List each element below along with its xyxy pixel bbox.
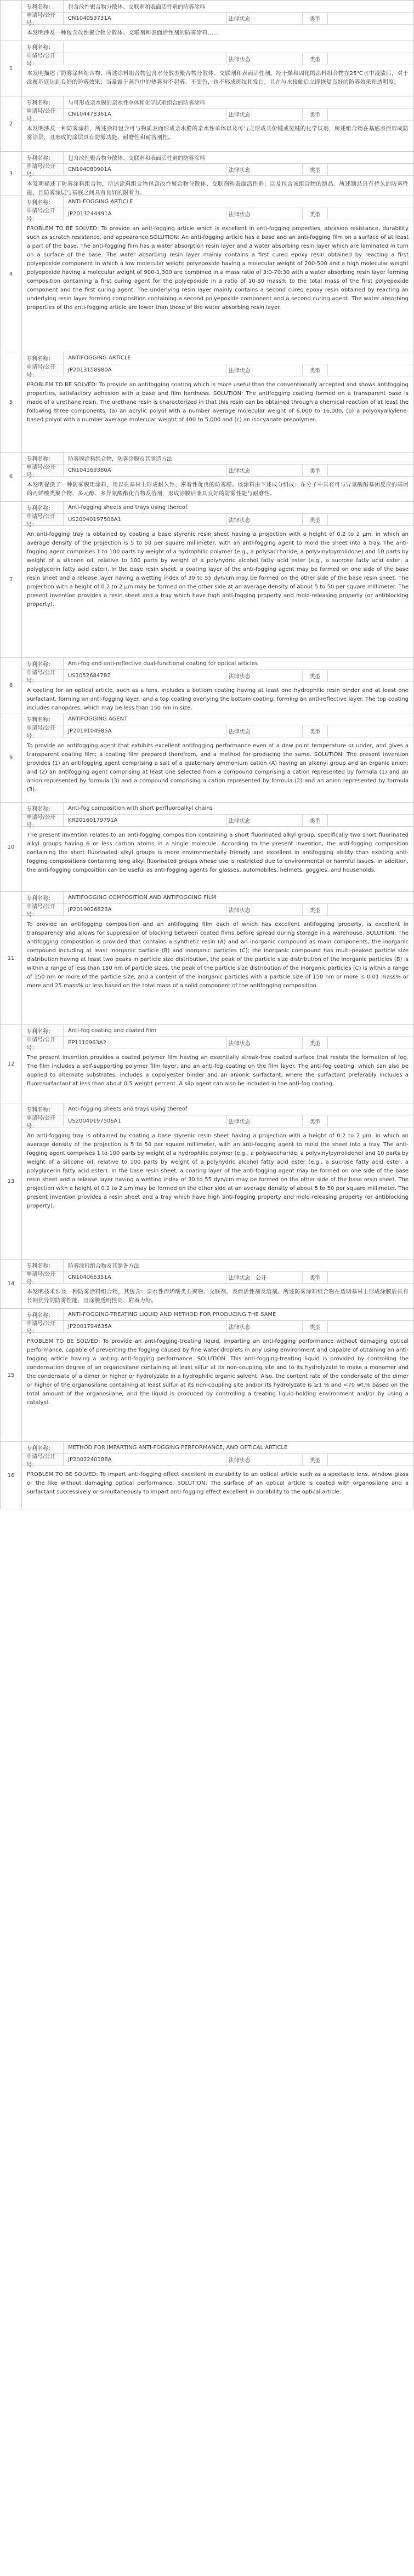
application-number[interactable]: JP2001794635A (64, 1321, 227, 1332)
type-label: 类型 (303, 53, 328, 65)
app-no-label: 申请号/公开号： (22, 1115, 64, 1127)
record-number: 13 (1, 1103, 22, 1259)
app-no-label: 申请号/公开号： (22, 514, 64, 525)
patent-abstract: An anti-fogging tray is obtained by coating a base styrenic resin sheet having a projection with a height of 0.2 to 2 μm, in which an average density of the projection is 5 to 50 per square millimeter, with an anti-fogging agent to mold the sheet into a tray. The anti-fogging agent comprises 1 to 100 parts by weight of a hydrophilic polymer (e.g., a polysaccharide, a polyvinylpyrrolidone) and 10 parts by weight of a silicone oil, relative to 100 parts by weight of a polyhydric alcohol fatty acid ester (e.g., a sucrose fatty acid ester, a polyglycerin fatty acid ester). In the base resin sheet, a coating layer of the anti-fogging agent may be formed on one side of the base resin sheet and a release layer having a wetting index of 30 to 55 dyn/cm may be formed on the other side of the base resin sheet. The projection with a height of 0.2 to 2 μm may be formed on the other side at an average density of about 5 to 50 per square millimeter. The present invention provides a resin sheet and a tray which have high anti-fogging property and mold-releasing property (or antiblocking property). (27, 1133, 409, 1209)
record-number: 5 (1, 352, 22, 452)
record-number: 3 (1, 152, 22, 196)
app-no-label: 申请号/公开号： (22, 1454, 64, 1466)
type-label: 类型 (303, 1321, 328, 1332)
patent-record (0, 892, 414, 1025)
patent-record (0, 196, 414, 352)
legal-status-label: 法律状态 (227, 904, 252, 915)
application-number[interactable]: JP2002240188A (64, 1454, 227, 1466)
application-number[interactable]: US20040197506A1 (64, 514, 227, 525)
patent-abstract: PROBLEM TO BE SOLVED: To impart anti-fogging effect excellent in durability to an optical article such as a spectacle lens, window glass or the like without damaging optical performance. SOLUTION: The surface of an optical article is coated with organosilane and a surfactant successively or simultaneously to impart anti-fogging effect excellent in durability to the optical article. (27, 1472, 409, 1495)
legal-status-value (252, 53, 256, 65)
type-value (328, 13, 331, 24)
patent-record (0, 152, 414, 196)
type-value (328, 364, 331, 376)
legal-status-label: 法律状态 (227, 815, 252, 826)
legal-status-value (252, 670, 256, 682)
patent-record (0, 1025, 414, 1103)
app-no-label: 申请号/公开号： (22, 164, 64, 175)
title-label: 专利名称： (22, 502, 64, 513)
title-label: 专利名称： (22, 1025, 64, 1037)
application-number[interactable]: US10526847B2 (64, 670, 227, 682)
application-number[interactable]: CN104053731A (64, 13, 227, 24)
patent-record (0, 352, 414, 453)
app-no-label: 申请号/公开号： (22, 53, 64, 65)
patent-title[interactable]: ANTI-FOGGING ARTICLE (68, 199, 133, 205)
legal-status-label: 法律状态 (227, 364, 252, 376)
patent-title[interactable]: 包含改性聚合物分散体、交联剂和表面活性剂的防雾涂料 (68, 156, 205, 162)
type-label: 类型 (303, 815, 328, 826)
title-label: 专利名称： (22, 453, 64, 464)
patent-record (0, 713, 414, 803)
app-no-label: 申请号/公开号： (22, 904, 64, 915)
patent-record (0, 96, 414, 152)
legal-status-label: 法律状态 (227, 13, 252, 24)
title-label: 专利名称： (22, 352, 64, 364)
title-label: 专利名称： (22, 196, 64, 208)
legal-status-value (252, 514, 256, 525)
title-label: 专利名称： (22, 96, 64, 108)
patent-abstract: An anti-fogging tray is obtained by coating a base styrenic resin sheet having a projection with a height of 0.2 to 2 μm, in which an average density of the projection is 5 to 50 per square millimeter, with an anti-fogging agent to mold the sheet into a tray. The anti-fogging agent comprises 1 to 100 parts by weight of a hydrophilic polymer (e.g., a polysaccharide, a polyvinylpyrrolidone) and 10 parts by weight of a silicone oil, relative to 100 parts by weight of a polyhydric alcohol fatty acid ester (e.g., a sucrose fatty acid ester, a polyglycerin fatty acid ester). In the base resin sheet, a coating layer of the anti-fogging agent may be formed on one side of the base resin sheet and a release layer having a wetting index of 30 to 55 dyn/cm may be formed on the other side of the base resin sheet. The projection with a height of 0.2 to 2 μm may be formed on the other side at an average density of about 5 to 50 per square millimeter. The present invention provides a resin sheet and a tray which have high anti-fogging property and mold-releasing property (or antiblocking property). (27, 531, 409, 608)
patent-title[interactable]: Anti-fogging sheets and trays using thereof (68, 505, 188, 511)
title-label: 专利名称： (22, 713, 64, 725)
application-number[interactable]: EP1110963A2 (64, 1037, 227, 1049)
type-value (328, 514, 331, 525)
app-no-label: 申请号/公开号： (22, 364, 64, 376)
type-label: 类型 (303, 1037, 328, 1049)
app-no-label: 申请号/公开号： (22, 815, 64, 826)
type-value (328, 108, 331, 120)
type-value (328, 904, 331, 915)
legal-status-value (252, 208, 256, 220)
type-label: 类型 (303, 1272, 328, 1283)
type-value (328, 164, 331, 175)
patent-abstract: The present invention provides a coated polymer film having an essentially streak-free coated surface that resists the formation of fog. The film includes a self-supporting polymer film layer, and an anti-fog coating on the film layer. The anti-fog coating, which can also be applied to alternate substrates, includes a copolyester binder and an anionic surfactant, where the surfactant preferably includes a fluorosurfactant at less than about 0.5 weight percent. A slip agent can also be included in the anti-fog coating. (27, 1055, 409, 1087)
record-number: 8 (1, 658, 22, 713)
legal-status-label: 法律状态 (227, 164, 252, 175)
patent-abstract: A coating for an optical article, such as a lens, includes a bottom coating having at least one hydrophilic resin binder and at least one surfactant, forming an anti-fogging layer, and a top coating overlying the bottom coating, forming an anti-reflective layer. The top coating includes nanopores, which may be less than 150 nm in size. (27, 688, 409, 711)
patent-title[interactable]: Anti-fogging sheets and trays using thereof (68, 1106, 188, 1112)
legal-status-value (252, 13, 256, 24)
patent-record (0, 453, 414, 502)
title-label: 专利名称： (22, 41, 64, 53)
type-label: 类型 (303, 904, 328, 915)
type-value (328, 725, 331, 737)
title-label: 专利名称： (22, 803, 64, 814)
record-number: 11 (1, 892, 22, 1024)
record-number: 16 (1, 1442, 22, 1509)
patent-record (0, 1442, 414, 1509)
patent-abstract: 本发明技术涉及一种防雾涂料组合物，其包含：亲水性丙烯酸类共聚物、交联剂、表面活性剂及溶剂。所述防雾涂料组合物在透明基材上形成涂膜后具有长期优异的防雾性能，且涂膜透明性高、附着力好。 (27, 1289, 409, 1304)
patent-abstract: PROBLEM TO BE SOLVED: To provide an antifogging coating which is more useful than the conventionally accepted and shows antifogging properties, satisfactory adhesion with a base and film hardness. SOLUTION: The antifogging coating formed on a transparent base is made of a urethane resin. The urethane resin is characterized in that this resin can be obtained through a chemical reaction of at least the following three components: (a) an acrylic polyol with a number average molecular weight of 6,000 to 16,000, (b) a polyoxyalkylene-based polyol with a number average molecular weight of 400 to 5,000 and (c) an isocyanate prepolymer. (27, 382, 409, 423)
legal-status-label: 法律状态 (227, 1037, 252, 1049)
patent-title[interactable]: 防雾膜涂料组合物，防雾涂膜及其制造方法 (68, 456, 172, 462)
application-number[interactable]: CN104169380A (64, 465, 227, 476)
record-number: 6 (1, 453, 22, 501)
patent-abstract: 本发明涉及一种防雾涂料，所述涂料包含可与物质表面形成亲水膜的亲水性单体以及可与之形成共价键或氢键的化学试剂，所述组合物在基底表面形成防雾涂层，且形成的涂层具有防雾功能、耐磨性和耐溶剂性。 (27, 126, 409, 141)
record-number: 14 (1, 1260, 22, 1308)
type-label: 类型 (303, 208, 328, 220)
application-number[interactable]: CN104478361A (64, 108, 227, 120)
application-number[interactable]: JP2019104985A (64, 725, 227, 737)
patent-record (0, 502, 414, 658)
patent-record (0, 1260, 414, 1309)
legal-status-value (252, 1115, 256, 1127)
type-value (328, 670, 331, 682)
legal-status-label: 法律状态 (227, 208, 252, 220)
application-number[interactable]: KR20160179791A (64, 815, 227, 826)
record-number: 10 (1, 803, 22, 891)
type-value (328, 465, 331, 476)
legal-status-value (252, 364, 256, 376)
patent-abstract: To provide an antifogging composition and an antifogging film each of which has excellent antifogging property, is excellent in transparency and allows for suppression of blocking between coated films before spread during storage in a warehouse. SOLUTION: The antifogging composition is provided that contains a synthetic resin (A) and an inorganic compound as main components, the inorganic compound including at least inorganic particle (B) and inorganic particles (C); the inorganic compound has multi-peaked particle size distribution having at least two peaks in particle size distribution, the peak of the particle size distribution of the inorganic particles (B) is within a range of less than 150 nm of particle sizes, the peak of the particle size distribution of the inorganic particles (C) is within a range of 150 nm or more of the particle size, and a content of the inorganic particles with a particle size of 150 nm or more is 0.01 mass% or more and 25 mass% or less based on the total mass of a solid component of the antifogging composition. (27, 921, 409, 989)
patent-title[interactable]: METHOD FOR IMPARTING ANTI-FOGGING PERFORMANCE, AND OPTICAL ARTICLE (68, 1445, 288, 1451)
legal-status-label: 法律状态 (227, 465, 252, 476)
patent-title[interactable]: ANTIFOGGING ARTICLE (68, 355, 131, 361)
patent-abstract: 本发明描述了防雾涂料组合物，所述涂料组合物包含改性聚合物分散体、交联剂和表面活性剂；以及包含该组合物的制品。所述制品具有持久的防雾性能，且防雾涂层与基底之间具有良好的附着力。 (27, 181, 409, 196)
app-no-label: 申请号/公开号： (22, 1272, 64, 1283)
type-label: 类型 (303, 465, 328, 476)
legal-status-value: 公开 (256, 1275, 266, 1281)
type-value (328, 815, 331, 826)
legal-status-value (252, 1037, 256, 1049)
patent-title[interactable]: ANTIFOGGING AGENT (68, 716, 128, 722)
app-no-label: 申请号/公开号： (22, 1321, 64, 1332)
patent-record (0, 0, 414, 41)
type-label: 类型 (303, 364, 328, 376)
legal-status-label: 法律状态 (227, 725, 252, 737)
app-no-label: 申请号/公开号： (22, 208, 64, 220)
legal-status-value (252, 164, 256, 175)
patent-title[interactable]: ANTI-FOGGING-TREATING LIQUID AND METHOD FOR PRODUCING THE SAME (68, 1312, 276, 1318)
patent-title[interactable]: 与可形成亲水膜的亲水性单体和化学试剂组合的防雾涂料 (68, 100, 205, 106)
record-number: 4 (1, 196, 22, 352)
type-value (328, 1321, 331, 1332)
legal-status-label: 法律状态 (227, 108, 252, 120)
legal-status-value (252, 1321, 256, 1332)
type-label: 类型 (303, 725, 328, 737)
record-number: 15 (1, 1309, 22, 1441)
type-label: 类型 (303, 670, 328, 682)
legal-status-value (252, 465, 256, 476)
patent-title[interactable]: Anti-fog coating and coated film (68, 1028, 157, 1034)
record-number: 9 (1, 713, 22, 802)
legal-status-label: 法律状态 (227, 53, 252, 65)
patent-title[interactable] (64, 41, 413, 53)
title-label: 专利名称： (22, 1260, 64, 1271)
patent-abstract: To provide an antifogging agent that exhibits excellent antifogging performance even at a dew point temperature or under, and gives a transparent coating film; a coating film prepared therefrom, and a method for producing the same. SOLUTION: The present invention provides (1) an antifogging agent comprising a salt of a quaternary ammonium cation (A) having an alkenyl group and an organic anion; and (2) an antifogging agent comprising at least one selected from a compound comprising a cation represented by formula (1) and an anion represented by formula (3) and a compound comprising a cation represented by formula (2) and an anion represented by formula (3). (27, 743, 409, 793)
legal-status-label: 法律状态 (227, 514, 252, 525)
patent-abstract: PROBLEM TO BE SOLVED: To provide an anti-fogging article which is excellent in anti-fogging properties, abrasion resistance, durability such as scratch resistance, and appearance.SOLUTION: An anti-fogging article has a base and an anti-fogging film on a surface of at least a part of the base. The anti-fogging film has a water absorption resin layer and a water absorbing resin layer which are laminated in turn on a surface of the base. The water absorbing resin layer mainly contains a first cured epoxy resin obtained by reacting a first polyepoxide component in which a low molecular weight polyepoxide having a molecular weight of 200-500 and a high molecular weight polyepoxide having a molecular weight of 900-1,300 are combined in a mass ratio of 3:0-70:30 with a water absorbing resin layer forming composition containing a first curing agent for the polyepoxide in a ratio of 10-30 mass% to the total mass of the first polyepoxide component and the first curing agent. The underlying resin layer mainly contains a second cured epoxy resin obtained by reacting an underlying resin layer forming composition containing a second polyepoxide component and a second curing agent. The water absorbing properties of the anti-fogging article are lower than those of the water absorbing resin layer. (27, 226, 409, 311)
patent-record (0, 1309, 414, 1442)
record-number (1, 1, 22, 41)
legal-status-label: 法律状态 (227, 1454, 252, 1466)
patent-record (0, 803, 414, 892)
patent-title[interactable]: ANTIFOGGING COMPOSITION AND ANTIFOGGING FILM (68, 895, 217, 901)
type-label: 类型 (303, 1454, 328, 1466)
type-label: 类型 (303, 108, 328, 120)
application-number[interactable]: JP2013158980A (64, 364, 227, 376)
record-number: 7 (1, 502, 22, 657)
app-no-label: 申请号/公开号： (22, 725, 64, 737)
type-value (328, 1454, 331, 1466)
title-label: 专利名称： (22, 1, 64, 12)
type-value (328, 1272, 331, 1283)
type-label: 类型 (303, 514, 328, 525)
type-value (328, 208, 331, 220)
patent-abstract: The present invention relates to an anti-fogging composition containing a short fluorinated alkyl group, specifically two short fluorinated alkyl groups having 6 or less carbon atoms in a single molecule. According to the present invention, the anti-fogging composition containing the short fluorinated alkyl groups is more environmentally friendly and excellent in antifogging ability than existing anti-fogging compositions containing long alkyl fluorinated groups whose use is restricted due to environmental or harmful issues. In addition, the anti-fogging composition can be useful as anti-fogging agents for glasses, automobiles, helmets, goggles, and households. (27, 832, 409, 873)
patent-title[interactable]: Anti-fog and anti-reflective dual-functional coating for optical articles (68, 661, 258, 667)
legal-status-value (252, 108, 256, 120)
title-label: 专利名称： (22, 892, 64, 903)
application-number[interactable]: US20040197506A1 (64, 1115, 227, 1127)
record-number: 2 (1, 96, 22, 151)
patent-abstract: 本发明涉及一种包含改性聚合物分散体、交联剂和表面活性剂的防雾涂料…… (27, 30, 219, 36)
patent-abstract: 本发明提供了一种防雾膜用涂料，用以在基材上形成耐久性、密着性优良的防雾膜。该涂料由下述成分组成：在分子中具有可与异氰酸酯基团反应的基团的丙烯酸类聚合物、多元醇、多异氰酸酯化合物及溶剂，形成涂膜后兼具良好的防雾性能与耐磨性。 (27, 482, 409, 497)
application-number[interactable]: JP2013244491A (64, 208, 227, 220)
legal-status-value (252, 1454, 256, 1466)
app-no-label: 申请号/公开号： (22, 1037, 64, 1049)
application-number[interactable] (64, 53, 227, 65)
patent-record (0, 658, 414, 713)
type-label: 类型 (303, 164, 328, 175)
legal-status-value (252, 725, 256, 737)
patent-record (0, 1103, 414, 1260)
type-value (328, 53, 331, 65)
record-number: 1 (1, 41, 22, 96)
legal-status-value (252, 815, 256, 826)
type-label: 类型 (303, 13, 328, 24)
patent-title[interactable]: 包含改性聚合物分散体、交联剂和表面活性剂的防雾涂料 (68, 4, 205, 10)
title-label: 专利名称： (22, 1309, 64, 1320)
legal-status-label: 法律状态 (227, 1272, 252, 1283)
legal-status-label: 法律状态 (227, 1321, 252, 1332)
application-number[interactable]: CN104080901A (64, 164, 227, 175)
legal-status-value (252, 904, 256, 915)
patent-abstract: 本发明描述了防雾涂料组合物，所述涂料组合物包含水分散型聚合物分散体、交联剂和表面活性剂。经干燥和固化的涂料组合物在25℃水中浸渍后，对于涂覆基底达到良好的防雾效果；当暴露于蒸汽中的热雾时不起雾、不变色，也不形成斑纹和发白，且在与水接触后立即恢复良好的防雾效果和透明度。 (27, 71, 409, 85)
record-number: 12 (1, 1025, 22, 1103)
app-no-label: 申请号/公开号： (22, 465, 64, 476)
type-value (328, 1037, 331, 1049)
patent-abstract: PROBLEM TO BE SOLVED: To provide an anti-fogging-treating liquid, imparting an anti-fogging performance without damaging optical performance, capable of preventing the fogging caused by fine water droplets in any using environment and capable of obtaining an anti-fogging article having a lasting anti-fogging performance. SOLUTION: This anti-fogging-treating liquid is provided by controlling the condensation degree of an organosilane containing at least silfur at its non-coupling site and to its hydrolyzate to make a monomer and the condensate of a dimer or higher or hydrolyzate in a hydrophilic organic solvent. Also, the content rate of the condensate of the dimer or higher of the organosilane containing at least sulfur at its non-coupling site and/or its hydrolyzate is ≥1 % and <70 wt.% based on the total amount of the organosilane, and the liquid is produced by controlling a treating liquid-holding environment and/or by using a catalyst. (27, 1338, 409, 1406)
title-label: 专利名称： (22, 658, 64, 669)
app-no-label: 申请号/公开号： (22, 108, 64, 120)
title-label: 专利名称： (22, 152, 64, 163)
application-number[interactable]: JP2019026823A (64, 904, 227, 915)
title-label: 专利名称： (22, 1103, 64, 1115)
patent-title[interactable]: 防雾涂料组合物及其制备方法 (68, 1263, 139, 1269)
app-no-label: 申请号/公开号： (22, 670, 64, 682)
app-no-label: 申请号/公开号： (22, 13, 64, 24)
application-number[interactable]: CN104066351A (64, 1272, 227, 1283)
patent-title[interactable]: Anti-fog composition with short perfluoroalkyl chains (68, 805, 213, 811)
legal-status-label: 法律状态 (227, 1115, 252, 1127)
type-label: 类型 (303, 1115, 328, 1127)
title-label: 专利名称： (22, 1442, 64, 1453)
legal-status-label: 法律状态 (227, 670, 252, 682)
type-value (328, 1115, 331, 1127)
patent-record (0, 41, 414, 96)
